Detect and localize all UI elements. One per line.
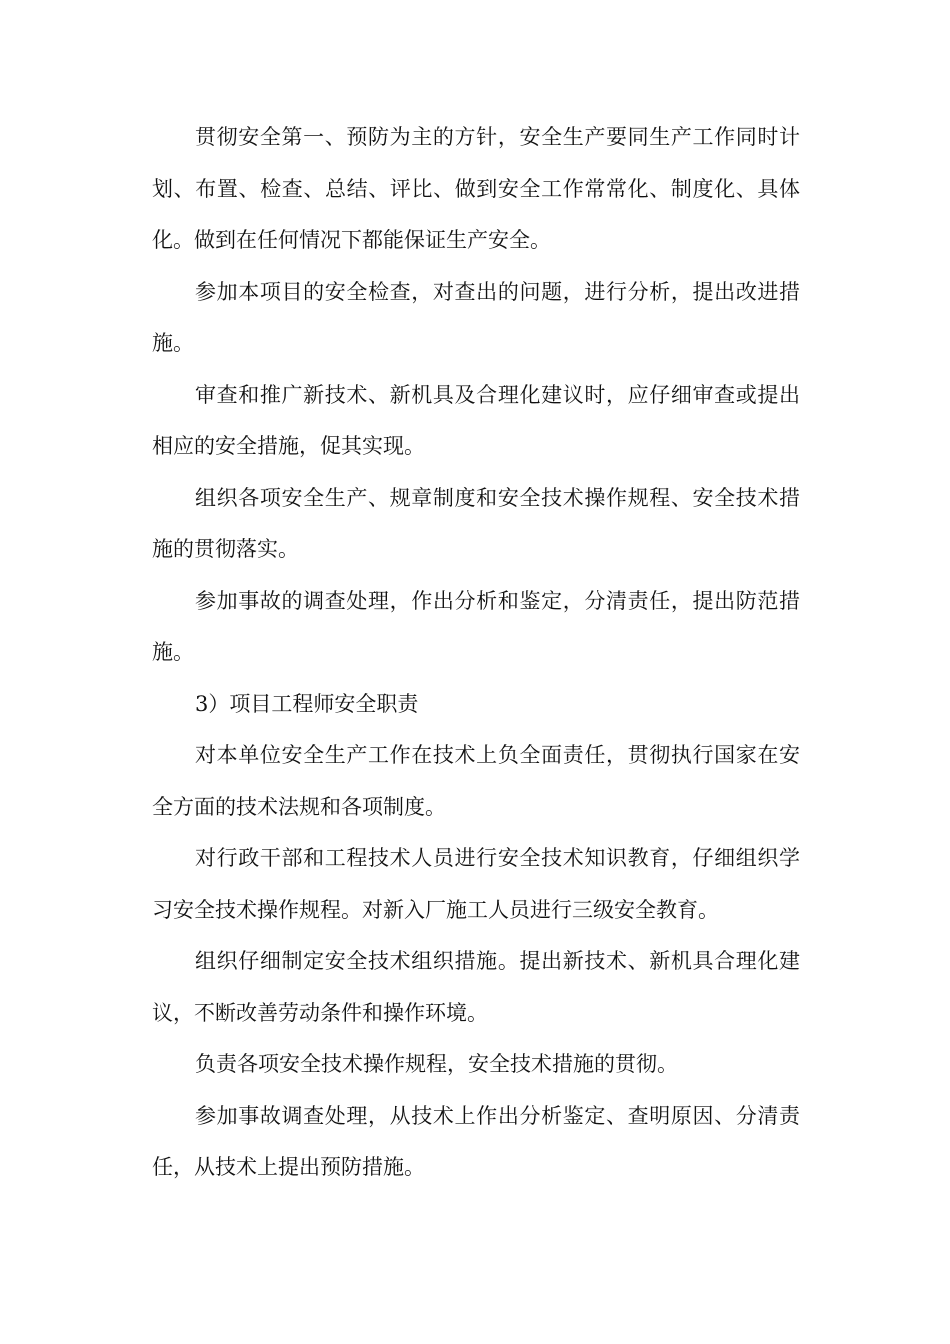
paragraph-safety-education: 对行政干部和工程技术人员进行安全技术知识教育，仔细组织学习安全技术操作规程。对新入厂施工人员进行三级安全教育。 [152, 846, 800, 922]
paragraph-safety-policy: 贯彻安全第一、预防为主的方针，安全生产要同生产工作同时计划、布置、检查、总结、评比、做到安全工作常常化、制度化、具体化。做到在任何情况下都能保证生产安全。 [152, 125, 800, 252]
paragraph-technical-responsibility: 对本单位安全生产工作在技术上负全面责任，贯彻执行国家在安全方面的技术法规和各项制度。 [152, 743, 800, 819]
document-body [152, 112, 800, 1194]
paragraph-safety-inspection: 参加本项目的安全检查，对查出的问题，进行分析，提出改进措施。 [152, 279, 800, 355]
section-heading: 3）项目工程师安全职责 [195, 691, 419, 716]
paragraph-operating-rules: 负责各项安全技术操作规程，安全技术措施的贯彻。 [195, 1052, 678, 1076]
paragraph-new-tech-review: 审查和推广新技术、新机具及合理化建议时，应仔细审查或提出相应的安全措施，促其实现。 [152, 382, 800, 458]
paragraph-accident-analysis: 参加事故调查处理，从技术上作出分析鉴定、查明原因、分清责任，从技术上提出预防措施。 [152, 1103, 800, 1179]
paragraph-regulations: 组织各项安全生产、规章制度和安全技术操作规程、安全技术措施的贯彻落实。 [152, 485, 800, 561]
paragraph-accident-investigation: 参加事故的调查处理，作出分析和鉴定，分清责任，提出防范措施。 [152, 588, 800, 664]
paragraph-safety-measures: 组织仔细制定安全技术组织措施。提出新技术、新机具合理化建议，不断改善劳动条件和操作环境。 [152, 949, 800, 1025]
